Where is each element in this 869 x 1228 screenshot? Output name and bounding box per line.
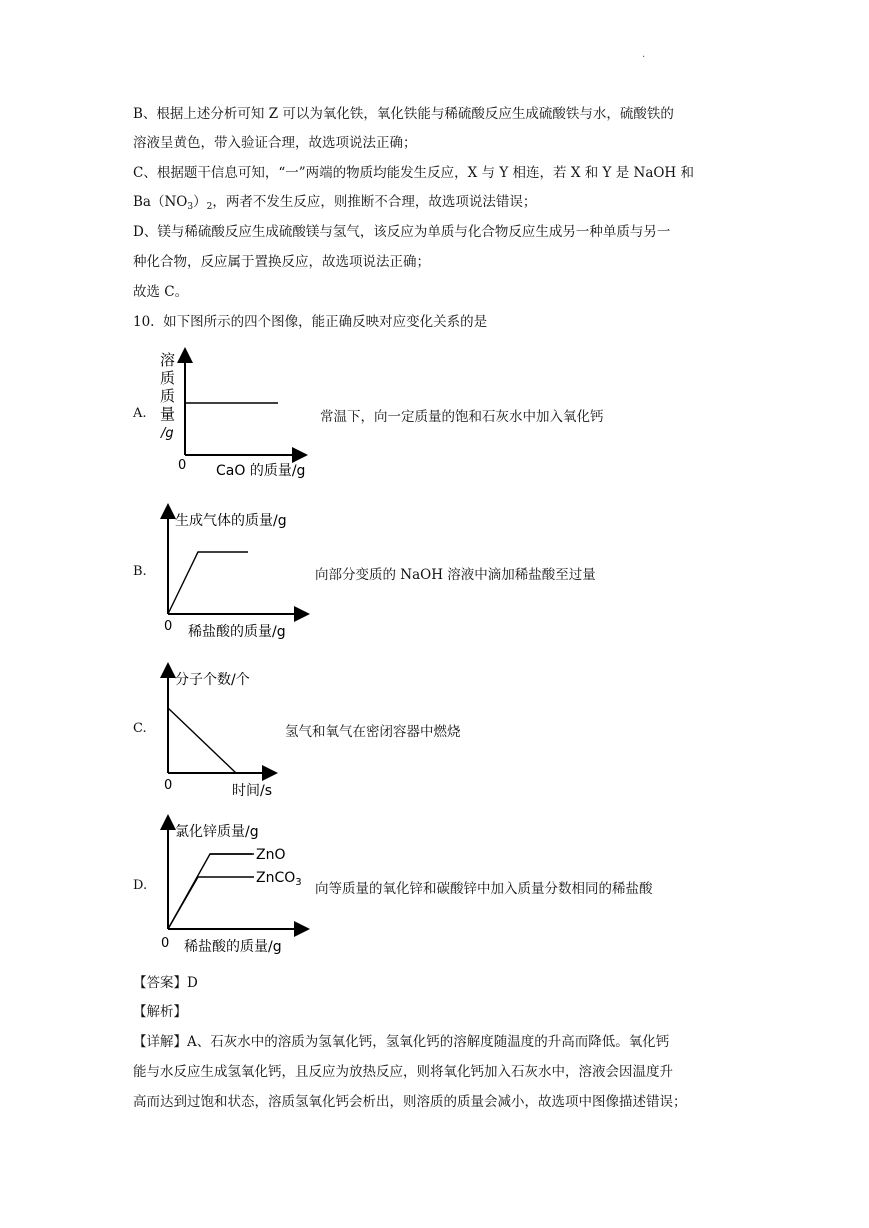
subscript: 2 xyxy=(206,202,213,212)
option-d-explanation-line-2: 种化合物，反应属于置换反应，故选项说法正确； xyxy=(133,254,430,270)
origin-label: 0 xyxy=(161,936,170,951)
origin-label: 0 xyxy=(164,778,173,793)
detail-line-2: 能与水反应生成氢氧化钙，且反应为放热反应，则将氧化钙加入石灰水中，溶液会因温度升 xyxy=(133,1064,673,1080)
option-d-label: D. xyxy=(133,878,148,893)
option-b-explanation-line-2: 溶液呈黄色，带入验证合理，故选项说法正确； xyxy=(133,135,417,151)
x-axis-label: CaO 的质量/g xyxy=(216,463,306,479)
option-c-label: C. xyxy=(133,721,147,736)
option-a-label: A. xyxy=(133,406,147,421)
y-label-char: 质 xyxy=(160,387,176,405)
analysis-label: 【解析】 xyxy=(133,1004,187,1020)
option-b-explanation-line-1: B、根据上述分析可知 Z 可以为氧化铁，氧化铁能与稀硫酸反应生成硫酸铁与水，硫酸铁的 xyxy=(133,106,674,122)
origin-label: 0 xyxy=(164,619,173,634)
y-label-char: 质 xyxy=(160,369,176,387)
y-axis-label: 氯化锌质量/g xyxy=(175,824,259,840)
graph-d xyxy=(150,817,315,957)
detail-line-1: 【详解】A、石灰水中的溶质为氢氧化钙，氢氧化钙的溶解度随温度的升高而降低。氧化钙 xyxy=(133,1034,670,1050)
choose-statement: 故选 C。 xyxy=(133,284,189,300)
y-axis-label: 分子个数/个 xyxy=(175,672,250,688)
question-10 xyxy=(133,312,743,332)
graph-a xyxy=(150,345,320,480)
option-d-description: 向等质量的氧化锌和碳酸锌中加入质量分数相同的稀盐酸 xyxy=(315,881,653,897)
subscript: 3 xyxy=(187,202,194,212)
y-label-char: 量 xyxy=(160,405,176,423)
question-stem: 如下图所示的四个图像，能正确反映对应变化关系的是 xyxy=(163,314,488,330)
formula-part: ） xyxy=(193,194,207,210)
formula-part: Ba（NO xyxy=(133,194,188,210)
y-label-char: 溶 xyxy=(160,351,176,369)
series-label-znco3: ZnCO$_3$ xyxy=(256,870,302,888)
option-c-explanation-line-2 xyxy=(133,192,743,217)
x-axis-label: 时间/s xyxy=(232,783,273,799)
graph-c-line xyxy=(168,708,236,773)
answer-label: 【答案】D xyxy=(133,975,198,991)
option-c-description: 氢气和氧气在密闭容器中燃烧 xyxy=(285,724,461,740)
page-marker-dot: · xyxy=(642,52,646,63)
option-d-explanation-line-1: D、镁与稀硫酸反应生成硫酸镁与氢气，该反应为单质与化合物反应生成另一种单质与另一 xyxy=(133,224,671,240)
graph-b xyxy=(150,506,315,641)
y-axis-label: 生成气体的质量/g xyxy=(175,513,287,529)
x-axis-label: 稀盐酸的质量/g xyxy=(184,939,282,955)
option-a-description: 常温下，向一定质量的饱和石灰水中加入氧化钙 xyxy=(320,409,604,425)
option-c-explanation-line-1: C、根据题干信息可知，“一”两端的物质均能发生反应，X 与 Y 相连，若 X 和 Y 是 NaOH 和 xyxy=(133,165,695,181)
series-znco3-line xyxy=(168,877,254,929)
graph-c xyxy=(150,665,300,800)
sentence-part: ，两者不发生反应，则推断不合理，故选项说法错误； xyxy=(212,194,537,210)
graph-b-line xyxy=(168,552,248,614)
y-label-unit: /g xyxy=(161,426,174,441)
option-b-description: 向部分变质的 NaOH 溶液中滴加稀盐酸至过量 xyxy=(315,567,596,583)
series-label-zno: ZnO xyxy=(256,847,286,863)
series-zno-line xyxy=(168,854,254,929)
option-b-label: B. xyxy=(133,564,147,579)
x-axis-label: 稀盐酸的质量/g xyxy=(188,624,286,640)
detail-line-3: 高而达到过饱和状态，溶质氢氧化钙会析出，则溶质的质量会减小，故选项中图像描述错误； xyxy=(133,1094,687,1110)
origin-label: 0 xyxy=(178,458,187,473)
question-number: 10. xyxy=(133,314,155,330)
